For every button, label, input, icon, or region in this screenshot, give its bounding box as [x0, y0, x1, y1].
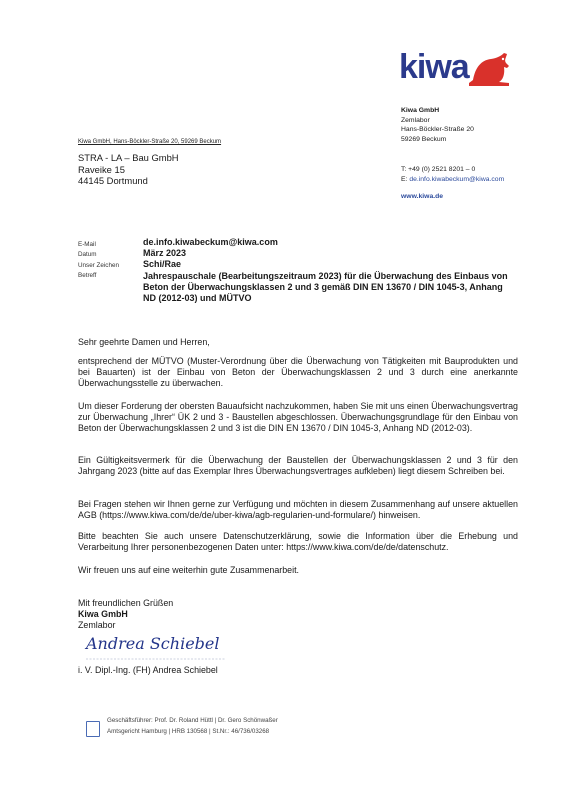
company-website-link[interactable]: www.kiwa.de — [401, 193, 444, 200]
closing-block — [78, 598, 173, 632]
recipient-line: STRA - LA – Bau GmbH — [78, 152, 179, 163]
company-name: Kiwa GmbH — [401, 107, 440, 114]
company-email-link[interactable]: de.info.kiwabeckum@kiwa.com — [409, 175, 505, 183]
meta-subject: Jahrespauschale (Bearbeitungszeitraum 2023) für die Überwachung des Einbaus von Beton der Überwachungsklassen 2 und 3 gemäß DIN EN 13670 / DIN 1045-3, Anhang ND (2012-03) und MÜTVO — [143, 270, 508, 304]
footer-box-icon — [86, 721, 100, 737]
rat-logo-icon — [459, 50, 511, 86]
paragraph: Bei Fragen stehen wir Ihnen gerne zur Verfügung und möchten in diesem Zusammenhang auf unsere aktuellen AGB (https://www.kiwa.com/de/de/uber-kiwa/agb-regularien-und-formulare/) hinweisen. — [78, 499, 518, 521]
paragraph: Ein Gültigkeitsvermerk für die Überwachung der Baustellen der Überwachungsklassen 2 und 3 für den Jahrgang 2023 (bitte auf das Exemplar Ihres Überwachungsvertrages aufkleben) liegt diesem Schreiben bei. — [78, 455, 518, 477]
meta-date: März 2023 — [143, 248, 187, 259]
sender-line: Kiwa GmbH, Hans-Böckler-Straße 20, 59269 Beckum — [78, 139, 222, 145]
handwritten-signature: Andrea Schiebel — [86, 634, 220, 653]
company-contact — [401, 165, 504, 184]
paragraph: Um dieser Forderung der obersten Bauaufsicht nachzukommen, haben Sie mit uns einen Überwachungsvertrag zur Überwachung „Ihrer“ ÜK 2 und 3 - Baustellen abgeschlossen. Überwachungsgrundlage für den Einbau von Beton der Überwachungsklassen 2 und 3 ist die DIN EN 13670 / DIN 1045-3, Anhang ND (2012-03). — [78, 401, 518, 434]
company-phone: T: +49 (0) 2521 8201 – 0 — [401, 166, 476, 173]
digital-signature-stamp-icon — [86, 656, 226, 662]
closing-company: Kiwa GmbH — [78, 609, 128, 620]
meta-email: de.info.kiwabeckum@kiwa.com — [143, 237, 278, 247]
footer — [107, 716, 278, 737]
kiwa-logo — [399, 48, 511, 88]
recipient-line: 44145 Dortmund — [78, 175, 148, 186]
paragraph: Wir freuen uns auf eine weiterhin gute Zusammenarbeit. — [78, 565, 299, 575]
recipient-address — [78, 152, 179, 187]
salutation: Sehr geehrte Damen und Herren, — [78, 337, 210, 347]
meta-values — [143, 237, 518, 304]
company-line: Zemlabor — [401, 116, 430, 124]
footer-line: Amtsgericht Hamburg | HRB 130568 | St.Nr.: 46/736/03268 — [107, 727, 270, 735]
recipient-line: Raveike 15 — [78, 163, 125, 175]
paragraph: Bitte beachten Sie auch unsere Datenschutzerklärung, sowie die Information über die Erhebung und Verarbeitung Ihrer personenbezogenen Daten unter: https://www.kiwa.com/de/de/datenschutz. — [78, 531, 518, 553]
meta-label-subject: Betreff — [78, 272, 97, 280]
company-line: Hans-Böckler-Straße 20 — [401, 126, 474, 134]
email-label: E: — [401, 175, 408, 183]
meta-label-date: Datum — [78, 251, 97, 259]
company-line: 59269 Beckum — [401, 135, 447, 143]
paragraph: entsprechend der MÜTVO (Muster-Verordnung über die Überwachung von Tätigkeiten mit Bauprodukten und bei Bauarten) ist der Einbau von Beton der Überwachungsklassen 2 und 3 durch eine anerkannte Überwachungsstelle zu überwachen. — [78, 356, 518, 389]
meta-reference: Schi/Rae — [143, 259, 182, 270]
closing-greeting: Mit freundlichen Grüßen — [78, 598, 174, 608]
closing-department: Zemlabor — [78, 620, 116, 631]
meta-label-reference: Unser Zeichen — [78, 261, 119, 269]
footer-line: Geschäftsführer: Prof. Dr. Roland Hüttl | Dr. Gero Schönwaßer — [107, 717, 278, 724]
logo-wordmark: kiwa — [399, 48, 469, 86]
company-address-block — [401, 106, 474, 144]
meta-labels — [78, 240, 119, 282]
signer-name: i. V. Dipl.-Ing. (FH) Andrea Schiebel — [78, 665, 218, 675]
company-email-row — [401, 175, 504, 185]
meta-label-email: E-Mail — [78, 241, 96, 248]
